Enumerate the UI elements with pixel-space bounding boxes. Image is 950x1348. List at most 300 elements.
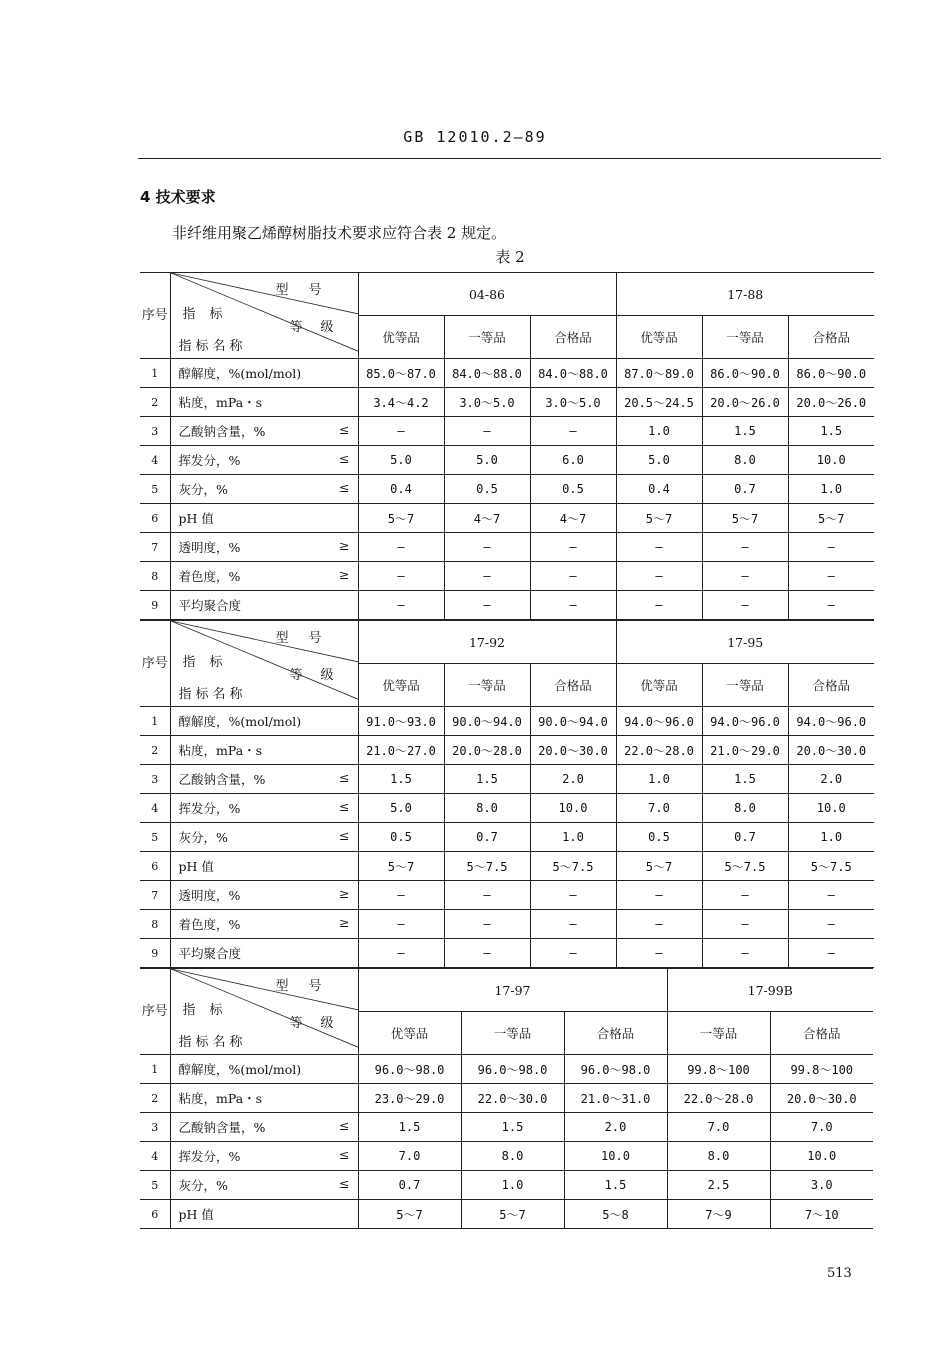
corner-indicator-label: 指标 (182, 307, 237, 322)
value-cell: 5.0 (444, 446, 530, 475)
corner-grade-label: 等级 (289, 320, 352, 335)
value-cell: 3.0～5.0 (530, 388, 616, 417)
indicator-name-cell (170, 1113, 358, 1142)
value-cell: 0.5 (444, 475, 530, 504)
value-cell: — (444, 417, 530, 446)
row-number: 5 (140, 823, 170, 852)
value-cell: — (616, 562, 702, 591)
value-cell: 20.0～26.0 (788, 388, 874, 417)
value-cell: 1.5 (702, 417, 788, 446)
indicator-name-cell (170, 707, 358, 736)
value-cell: 7.0 (770, 1113, 873, 1142)
value-cell: 3.4～4.2 (358, 388, 444, 417)
indicator-name: 粘度，mPa・s (178, 395, 263, 410)
indicator-name: 着色度，% (178, 917, 241, 932)
value-cell: — (702, 591, 788, 620)
value-cell: 86.0～90.0 (702, 359, 788, 388)
indicator-name: pH 值 (178, 859, 214, 874)
value-cell: 85.0～87.0 (358, 359, 444, 388)
value-cell: — (358, 939, 444, 968)
grade-header: 一等品 (667, 1012, 770, 1055)
value-cell: 10.0 (564, 1142, 667, 1171)
indicator-name: 透明度，% (178, 540, 241, 555)
grade-header: 一等品 (702, 316, 788, 359)
limit-symbol: ≤ (339, 770, 350, 785)
table-row (140, 533, 874, 562)
grade-header: 合格品 (530, 664, 616, 707)
value-cell: 94.0～96.0 (788, 707, 874, 736)
value-cell: 10.0 (770, 1142, 873, 1171)
indicator-name: 平均聚合度 (178, 598, 242, 613)
corner-indicator-label: 指标 (182, 1003, 237, 1018)
grade-header: 优等品 (616, 664, 702, 707)
value-cell: 1.0 (788, 823, 874, 852)
value-cell: 20.5～24.5 (616, 388, 702, 417)
value-cell: 0.5 (530, 475, 616, 504)
table-row (140, 388, 874, 417)
value-cell: 94.0～96.0 (616, 707, 702, 736)
table-row (140, 1171, 873, 1200)
value-cell: — (444, 533, 530, 562)
value-cell: — (702, 533, 788, 562)
indicator-name: 醇解度，%(mol/mol) (178, 714, 302, 729)
value-cell: 5.0 (358, 446, 444, 475)
value-cell: 8.0 (667, 1142, 770, 1171)
value-cell: 84.0～88.0 (530, 359, 616, 388)
value-cell: 22.0～28.0 (616, 736, 702, 765)
value-cell: 5.0 (616, 446, 702, 475)
indicator-name-cell (170, 504, 358, 533)
grade-header: 合格品 (564, 1012, 667, 1055)
value-cell: 0.7 (702, 823, 788, 852)
indicator-name: 平均聚合度 (178, 946, 242, 961)
model-header: 17-92 (358, 621, 616, 664)
limit-symbol: ≤ (339, 451, 350, 466)
intro-paragraph: 非纤维用聚乙烯醇树脂技术要求应符合表 2 规定。 (172, 224, 507, 242)
grade-header: 合格品 (788, 316, 874, 359)
row-number: 7 (140, 881, 170, 910)
table-row (140, 910, 874, 939)
indicator-name: 粘度，mPa・s (178, 743, 263, 758)
corner-name-label: 指标名称 (178, 339, 247, 354)
row-number: 4 (140, 1142, 170, 1171)
grade-header: 一等品 (444, 316, 530, 359)
row-number: 2 (140, 736, 170, 765)
indicator-name-cell (170, 1142, 358, 1171)
row-number: 8 (140, 910, 170, 939)
value-cell: 20.0～30.0 (530, 736, 616, 765)
table-row (140, 1142, 873, 1171)
table-row (140, 562, 874, 591)
value-cell: — (788, 910, 874, 939)
row-number: 4 (140, 794, 170, 823)
value-cell: 8.0 (444, 794, 530, 823)
value-cell: 20.0～28.0 (444, 736, 530, 765)
corner-header-cell (170, 621, 358, 707)
indicator-name-cell (170, 1200, 358, 1229)
row-number: 3 (140, 765, 170, 794)
indicator-name: 着色度，% (178, 569, 241, 584)
table-row (140, 359, 874, 388)
value-cell: 1.0 (461, 1171, 564, 1200)
value-cell: 1.0 (616, 417, 702, 446)
value-cell: 96.0～98.0 (358, 1055, 461, 1084)
value-cell: 7.0 (667, 1113, 770, 1142)
row-number: 1 (140, 1055, 170, 1084)
value-cell: 90.0～94.0 (444, 707, 530, 736)
indicator-name: 醇解度，%(mol/mol) (178, 1062, 302, 1077)
table-row (140, 765, 874, 794)
row-number: 3 (140, 417, 170, 446)
page-number: 513 (827, 1266, 852, 1281)
value-cell: — (788, 939, 874, 968)
value-cell: — (444, 562, 530, 591)
row-number: 9 (140, 939, 170, 968)
value-cell: 6.0 (530, 446, 616, 475)
value-cell: — (616, 910, 702, 939)
value-cell: 1.0 (616, 765, 702, 794)
seq-header (140, 621, 170, 707)
section-title: 4 技术要求 (140, 188, 216, 206)
row-number: 2 (140, 388, 170, 417)
grade-header: 优等品 (358, 316, 444, 359)
value-cell: — (788, 881, 874, 910)
limit-symbol: ≤ (339, 422, 350, 437)
value-cell: 2.0 (530, 765, 616, 794)
value-cell: 1.5 (788, 417, 874, 446)
value-cell: 20.0～30.0 (788, 736, 874, 765)
value-cell: 1.5 (358, 1113, 461, 1142)
limit-symbol: ≤ (339, 828, 350, 843)
corner-header-cell (170, 273, 358, 359)
row-number: 5 (140, 475, 170, 504)
indicator-name-cell (170, 475, 358, 504)
value-cell: 0.7 (702, 475, 788, 504)
value-cell: 1.0 (530, 823, 616, 852)
value-cell: 1.5 (564, 1171, 667, 1200)
table-row (140, 504, 874, 533)
table-row (140, 736, 874, 765)
value-cell: 8.0 (702, 446, 788, 475)
indicator-name: 乙酸钠含量，% (178, 424, 266, 439)
value-cell: — (530, 562, 616, 591)
value-cell: — (444, 910, 530, 939)
value-cell: 5～7.5 (702, 852, 788, 881)
grade-header: 一等品 (444, 664, 530, 707)
indicator-name: 醇解度，%(mol/mol) (178, 366, 302, 381)
row-number: 1 (140, 359, 170, 388)
model-header: 17-88 (616, 273, 874, 316)
value-cell: — (530, 910, 616, 939)
table-row (140, 794, 874, 823)
value-cell: 10.0 (788, 794, 874, 823)
value-cell: 0.5 (616, 823, 702, 852)
value-cell: 5～7.5 (530, 852, 616, 881)
indicator-name-cell (170, 881, 358, 910)
value-cell: 20.0～26.0 (702, 388, 788, 417)
value-cell: 5～7 (788, 504, 874, 533)
value-cell: 3.0～5.0 (444, 388, 530, 417)
value-cell: — (444, 939, 530, 968)
value-cell: 86.0～90.0 (788, 359, 874, 388)
value-cell: 21.0～29.0 (702, 736, 788, 765)
value-cell: — (358, 417, 444, 446)
value-cell: 0.4 (616, 475, 702, 504)
value-cell: 99.8～100 (667, 1055, 770, 1084)
value-cell: — (616, 881, 702, 910)
value-cell: 20.0～30.0 (770, 1084, 873, 1113)
indicator-name-cell (170, 591, 358, 620)
value-cell: 5.0 (358, 794, 444, 823)
corner-grade-label: 等级 (289, 1016, 352, 1031)
value-cell: — (702, 881, 788, 910)
indicator-name-cell (170, 765, 358, 794)
value-cell: 84.0～88.0 (444, 359, 530, 388)
value-cell: — (444, 591, 530, 620)
value-cell: 96.0～98.0 (461, 1055, 564, 1084)
value-cell: 22.0～30.0 (461, 1084, 564, 1113)
row-number: 7 (140, 533, 170, 562)
limit-symbol: ≤ (339, 799, 350, 814)
value-cell: 5～7 (616, 852, 702, 881)
indicator-name-cell (170, 417, 358, 446)
row-number: 2 (140, 1084, 170, 1113)
value-cell: 90.0～94.0 (530, 707, 616, 736)
value-cell: 21.0～31.0 (564, 1084, 667, 1113)
value-cell: 10.0 (788, 446, 874, 475)
limit-symbol: ≥ (339, 567, 350, 582)
value-cell: 0.5 (358, 823, 444, 852)
value-cell: 8.0 (461, 1142, 564, 1171)
limit-symbol: ≥ (339, 886, 350, 901)
indicator-name: 挥发分，% (178, 1149, 241, 1164)
value-cell: — (616, 533, 702, 562)
indicator-name: 灰分，% (178, 1178, 228, 1193)
limit-symbol: ≤ (339, 1176, 350, 1191)
value-cell: — (788, 591, 874, 620)
indicator-name-cell (170, 1055, 358, 1084)
indicator-name-cell (170, 823, 358, 852)
value-cell: 5～7 (702, 504, 788, 533)
value-cell: — (358, 881, 444, 910)
model-header: 17-95 (616, 621, 874, 664)
corner-name-label: 指标名称 (178, 687, 247, 702)
indicator-name: 粘度，mPa・s (178, 1091, 263, 1106)
limit-symbol: ≥ (339, 915, 350, 930)
seq-header (140, 273, 170, 359)
indicator-name: 透明度，% (178, 888, 241, 903)
row-number: 4 (140, 446, 170, 475)
corner-grade-label: 等级 (289, 668, 352, 683)
table-row (140, 475, 874, 504)
value-cell: 1.5 (461, 1113, 564, 1142)
value-cell: — (702, 562, 788, 591)
model-header: 17-99B (667, 969, 873, 1012)
row-number: 1 (140, 707, 170, 736)
row-number: 8 (140, 562, 170, 591)
indicator-name: 乙酸钠含量，% (178, 1120, 266, 1135)
value-cell: — (444, 881, 530, 910)
value-cell: 5～7 (616, 504, 702, 533)
value-cell: 4～7 (444, 504, 530, 533)
seq-header-label: 序号 (141, 1003, 168, 1019)
table-row (140, 591, 874, 620)
value-cell: 5～7 (461, 1200, 564, 1229)
value-cell: 7～9 (667, 1200, 770, 1229)
seq-header (140, 969, 170, 1055)
indicator-name-cell (170, 910, 358, 939)
value-cell: 4～7 (530, 504, 616, 533)
value-cell: 10.0 (530, 794, 616, 823)
indicator-name: pH 值 (178, 1207, 214, 1222)
spec-table-2 (140, 620, 874, 968)
table-row (140, 1084, 873, 1113)
value-cell: 2.0 (564, 1113, 667, 1142)
indicator-name-cell (170, 359, 358, 388)
value-cell: — (788, 562, 874, 591)
row-number: 9 (140, 591, 170, 620)
value-cell: 99.8～100 (770, 1055, 873, 1084)
corner-type-label: 型号 (275, 979, 342, 994)
value-cell: 5～7 (358, 1200, 461, 1229)
corner-name-label: 指标名称 (178, 1035, 247, 1050)
indicator-name-cell (170, 533, 358, 562)
table-row (140, 446, 874, 475)
value-cell: 3.0 (770, 1171, 873, 1200)
table-row (140, 1055, 873, 1084)
row-number: 3 (140, 1113, 170, 1142)
value-cell: 96.0～98.0 (564, 1055, 667, 1084)
row-number: 6 (140, 1200, 170, 1229)
corner-header-cell (170, 969, 358, 1055)
limit-symbol: ≤ (339, 1147, 350, 1162)
indicator-name-cell (170, 1171, 358, 1200)
value-cell: 7～10 (770, 1200, 873, 1229)
grade-header: 合格品 (530, 316, 616, 359)
indicator-name: 挥发分，% (178, 801, 241, 816)
value-cell: — (358, 591, 444, 620)
value-cell: 94.0～96.0 (702, 707, 788, 736)
value-cell: 7.0 (358, 1142, 461, 1171)
value-cell: — (358, 562, 444, 591)
table-row (140, 1200, 873, 1229)
value-cell: 5～7 (358, 504, 444, 533)
value-cell: 87.0～89.0 (616, 359, 702, 388)
value-cell: 7.0 (616, 794, 702, 823)
indicator-name: 灰分，% (178, 482, 228, 497)
indicator-name-cell (170, 562, 358, 591)
value-cell: 1.5 (358, 765, 444, 794)
limit-symbol: ≥ (339, 538, 350, 553)
grade-header: 一等品 (702, 664, 788, 707)
value-cell: 5～7.5 (788, 852, 874, 881)
header-rule (138, 158, 881, 159)
corner-type-label: 型号 (275, 283, 342, 298)
row-number: 6 (140, 852, 170, 881)
row-number: 5 (140, 1171, 170, 1200)
table-caption: 表 2 (495, 248, 525, 266)
indicator-name: 灰分，% (178, 830, 228, 845)
value-cell: — (616, 591, 702, 620)
value-cell: 5～8 (564, 1200, 667, 1229)
spec-table-3 (140, 968, 873, 1229)
value-cell: 1.5 (702, 765, 788, 794)
indicator-name-cell (170, 939, 358, 968)
limit-symbol: ≤ (339, 480, 350, 495)
value-cell: 1.5 (444, 765, 530, 794)
table-row (140, 823, 874, 852)
value-cell: — (530, 939, 616, 968)
grade-header: 优等品 (358, 1012, 461, 1055)
value-cell: 0.7 (358, 1171, 461, 1200)
grade-header: 一等品 (461, 1012, 564, 1055)
table-row (140, 1113, 873, 1142)
value-cell: 5～7 (358, 852, 444, 881)
seq-header-label: 序号 (141, 655, 168, 671)
indicator-name: pH 值 (178, 511, 214, 526)
table-row (140, 881, 874, 910)
indicator-name: 乙酸钠含量，% (178, 772, 266, 787)
grade-header: 优等品 (616, 316, 702, 359)
value-cell: — (530, 881, 616, 910)
standard-number-header: GB 12010.2—89 (403, 128, 547, 146)
value-cell: 22.0～28.0 (667, 1084, 770, 1113)
value-cell: — (530, 533, 616, 562)
corner-indicator-label: 指标 (182, 655, 237, 670)
value-cell: — (530, 417, 616, 446)
row-number: 6 (140, 504, 170, 533)
grade-header: 合格品 (770, 1012, 873, 1055)
indicator-name-cell (170, 388, 358, 417)
indicator-name-cell (170, 736, 358, 765)
value-cell: 2.0 (788, 765, 874, 794)
value-cell: 5～7.5 (444, 852, 530, 881)
value-cell: — (616, 939, 702, 968)
corner-type-label: 型号 (275, 631, 342, 646)
value-cell: — (358, 533, 444, 562)
table-row (140, 939, 874, 968)
grade-header: 优等品 (358, 664, 444, 707)
value-cell: 2.5 (667, 1171, 770, 1200)
value-cell: 91.0～93.0 (358, 707, 444, 736)
value-cell: 8.0 (702, 794, 788, 823)
spec-table-1 (140, 272, 874, 620)
value-cell: 23.0～29.0 (358, 1084, 461, 1113)
limit-symbol: ≤ (339, 1118, 350, 1133)
model-header: 17-97 (358, 969, 667, 1012)
value-cell: — (702, 939, 788, 968)
indicator-name-cell (170, 794, 358, 823)
value-cell: — (702, 910, 788, 939)
indicator-name-cell (170, 446, 358, 475)
model-header: 04-86 (358, 273, 616, 316)
table-row (140, 417, 874, 446)
value-cell: — (788, 533, 874, 562)
value-cell: 21.0～27.0 (358, 736, 444, 765)
value-cell: 0.7 (444, 823, 530, 852)
value-cell: — (530, 591, 616, 620)
grade-header: 合格品 (788, 664, 874, 707)
table-row (140, 852, 874, 881)
indicator-name-cell (170, 852, 358, 881)
seq-header-label: 序号 (141, 307, 168, 323)
indicator-name: 挥发分，% (178, 453, 241, 468)
value-cell: — (358, 910, 444, 939)
value-cell: 0.4 (358, 475, 444, 504)
value-cell: 1.0 (788, 475, 874, 504)
table-row (140, 707, 874, 736)
indicator-name-cell (170, 1084, 358, 1113)
